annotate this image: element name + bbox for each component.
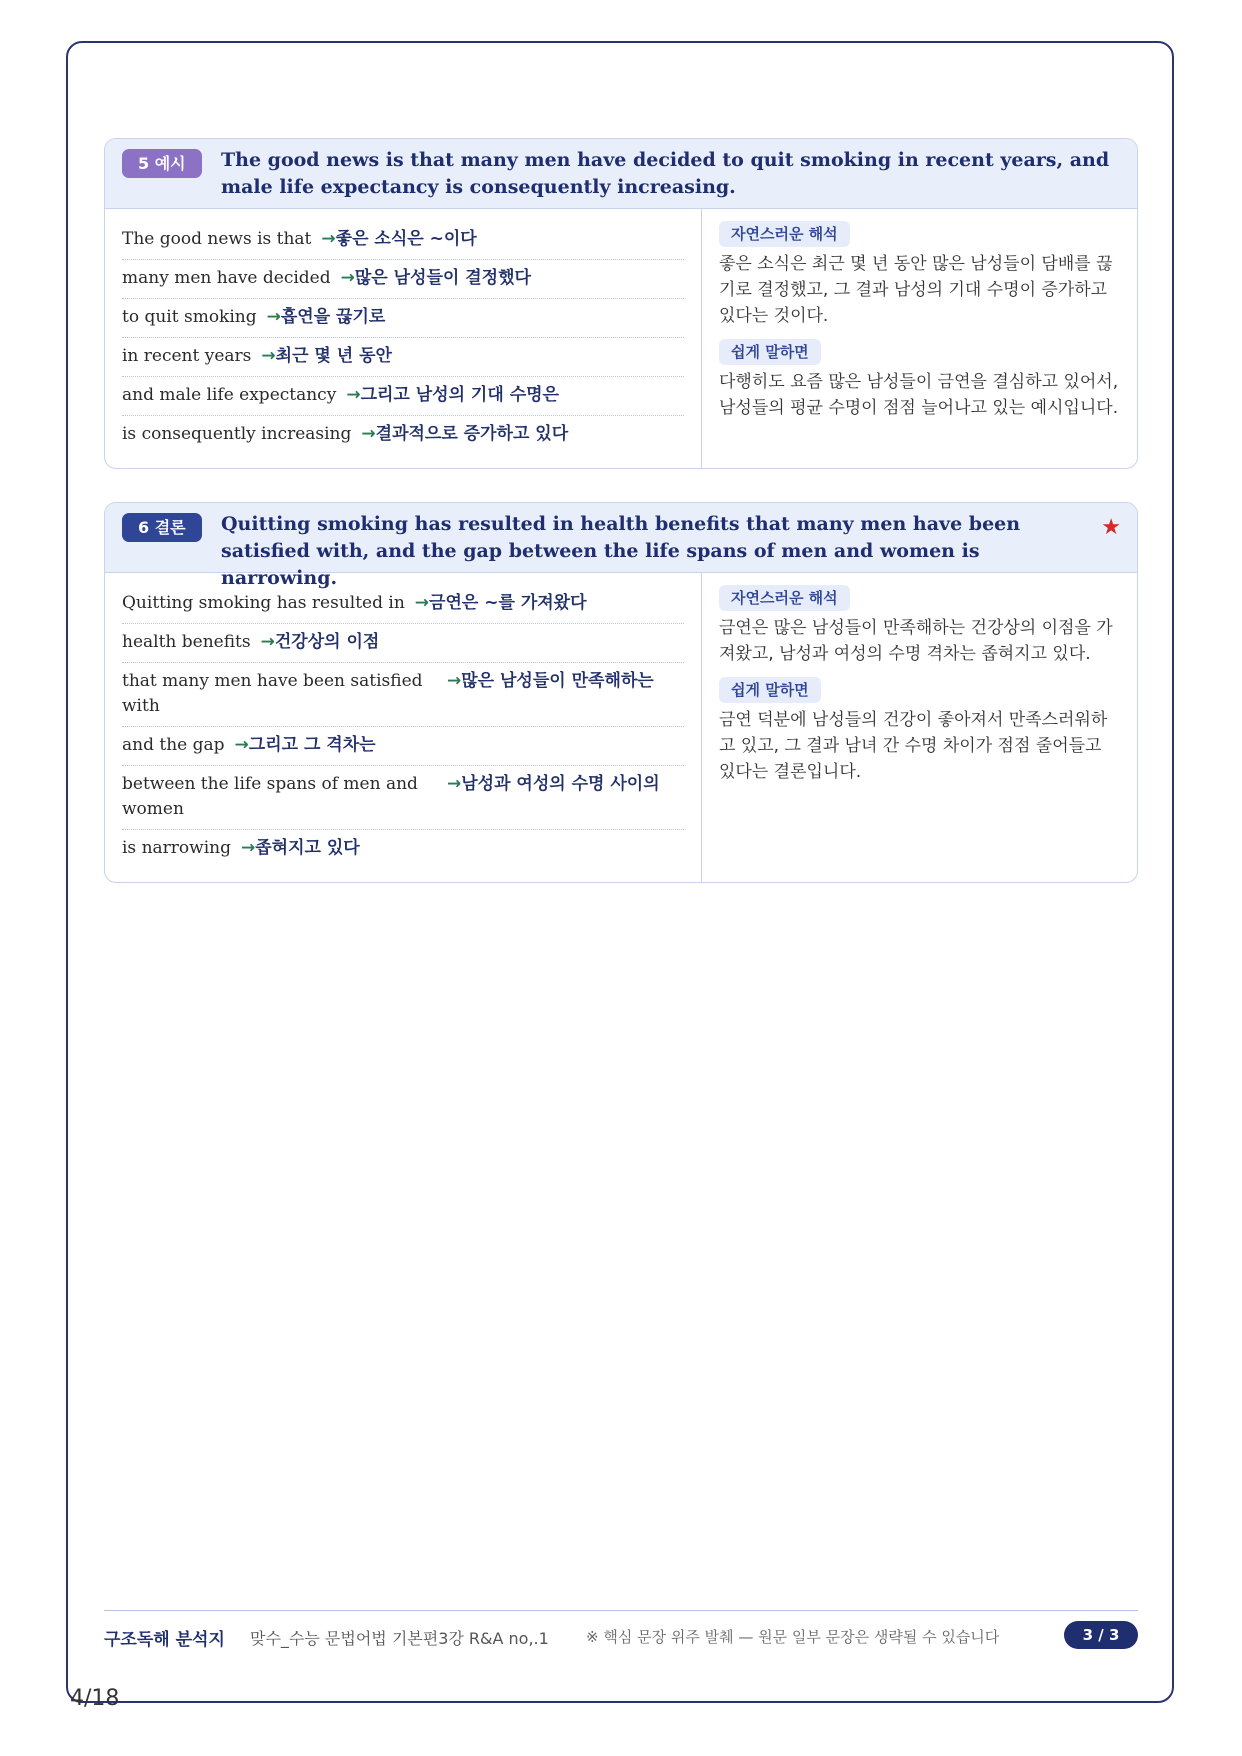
chunk-row [122, 377, 684, 416]
chunk-row [122, 830, 684, 868]
chunk-ko-text: 많은 남성들이 만족해하는 [461, 671, 654, 691]
chunk-en: and male life expectancy [122, 385, 337, 405]
chunk-ko-text: 흡연을 끊기로 [280, 307, 386, 327]
interpretation-panel [702, 209, 1137, 468]
chunk-ko-text: 결과적으로 증가하고 있다 [375, 424, 569, 444]
page-footer [104, 1610, 1138, 1652]
natural-translation-tag: 자연스러운 해석 [719, 221, 850, 247]
arrow-icon: → [361, 424, 376, 444]
arrow-icon: → [346, 385, 361, 405]
chunk-en: many men have decided [122, 268, 331, 288]
section-badge: 6 결론 [122, 513, 202, 542]
section-card-5 [104, 138, 1138, 469]
chunk-ko [341, 266, 531, 291]
chunk-en: Quitting smoking has resulted in [122, 593, 405, 613]
chunk-ko-text: 건강상의 이점 [274, 632, 380, 652]
chunk-ko [241, 836, 360, 861]
chunk-row [122, 663, 684, 727]
chunk-en: and the gap [122, 735, 225, 755]
chunk-ko-text: 금연은 ~를 가져왔다 [429, 593, 587, 613]
arrow-icon: → [240, 838, 256, 858]
chunk-en: health benefits [122, 632, 251, 652]
chunk-en: in recent years [122, 346, 252, 366]
chunk-ko [346, 383, 559, 408]
arrow-icon: → [340, 268, 355, 288]
arrow-icon: → [260, 632, 275, 652]
chunk-row [122, 727, 684, 766]
arrow-icon: → [447, 774, 462, 794]
chunk-ko-text: 좁혀지고 있다 [255, 838, 360, 858]
footer-title: 구조독해 분석지 [104, 1630, 225, 1650]
arrow-icon: → [321, 229, 336, 249]
chunk-list [105, 209, 702, 468]
chunk-row [122, 221, 684, 260]
chunk-en: The good news is that [122, 229, 312, 249]
chunk-en: between the life spans of men and women [122, 774, 418, 819]
easy-explanation-text: 금연 덕분에 남성들의 건강이 좋아져서 만족스러워하고 있고, 그 결과 남녀 간 수명 차이가 점점 줄어들고 있다는 결론입니다. [719, 710, 1108, 782]
chunk-en: is consequently increasing [122, 424, 352, 444]
chunk-ko [361, 422, 568, 447]
section-header [105, 139, 1137, 209]
easy-explanation-text: 다행히도 요즘 많은 남성들이 금연을 결심하고 있어서, 남성들의 평균 수명이 점점 늘어나고 있는 예시입니다. [719, 372, 1119, 418]
chunk-row [122, 766, 684, 830]
footer-page-badge: 3 / 3 [1064, 1621, 1138, 1649]
chunk-ko [447, 772, 660, 797]
natural-translation-tag: 자연스러운 해석 [719, 585, 850, 611]
chunk-row [122, 299, 684, 338]
chunk-ko [447, 669, 654, 694]
chunk-row [122, 624, 684, 663]
chunk-ko [261, 630, 380, 655]
section-badge: 5 예시 [122, 149, 202, 178]
section-heading: Quitting smoking has resulted in health benefits that many men have been satisfied with, and the gap between the life spans of men and women is narrowing. [221, 513, 1021, 589]
chunk-ko-text: 그리고 남성의 기대 수명은 [360, 385, 559, 405]
arrow-icon: → [447, 671, 462, 691]
chunk-list [105, 573, 702, 882]
chunk-ko-text: 그리고 그 격차는 [248, 735, 376, 755]
chunk-ko [261, 344, 392, 369]
chunk-ko [321, 227, 476, 252]
arrow-icon: → [261, 346, 276, 366]
easy-explanation-tag: 쉽게 말하면 [719, 339, 821, 365]
chunk-ko-text: 좋은 소식은 ~이다 [335, 229, 477, 249]
chunk-ko [415, 591, 587, 616]
chunk-row [122, 260, 684, 299]
page-count: 4/18 [70, 1686, 120, 1711]
easy-explanation-tag: 쉽게 말하면 [719, 677, 821, 703]
footer-source: 맞수_수능 문법어법 기본편3강 R&A no,.1 [250, 1629, 549, 1648]
section-card-6 [104, 502, 1138, 883]
chunk-en: to quit smoking [122, 307, 257, 327]
footer-note: ※ 핵심 문장 위주 발췌 — 원문 일부 문장은 생략될 수 있습니다 [586, 1628, 1000, 1646]
section-heading: The good news is that many men have decided to quit smoking in recent years, and male life expectancy is consequently increasing. [221, 149, 1110, 198]
natural-translation-text: 좋은 소식은 최근 몇 년 동안 많은 남성들이 담배를 끊기로 결정했고, 그 결과 남성의 기대 수명이 증가하고 있다는 것이다. [719, 254, 1113, 326]
section-header [105, 503, 1137, 589]
chunk-ko-text: 최근 몇 년 동안 [275, 346, 392, 366]
arrow-icon: → [234, 735, 249, 755]
chunk-en: is narrowing [122, 838, 231, 858]
natural-translation-text: 금연은 많은 남성들이 만족해하는 건강상의 이점을 가져왔고, 남성과 여성의 수명 격차는 좁혀지고 있다. [719, 618, 1113, 664]
chunk-ko-text: 많은 남성들이 결정했다 [354, 268, 531, 288]
arrow-icon: → [414, 593, 430, 613]
interpretation-panel [702, 573, 1137, 882]
chunk-ko [267, 305, 386, 330]
chunk-ko [235, 733, 376, 758]
chunk-ko-text: 남성과 여성의 수명 사이의 [461, 774, 660, 794]
key-sentence-star-icon: ★ [1101, 515, 1121, 540]
chunk-en: that many men have been satisfied with [122, 671, 423, 716]
chunk-row [122, 338, 684, 377]
arrow-icon: → [266, 307, 281, 327]
chunk-row [122, 416, 684, 454]
